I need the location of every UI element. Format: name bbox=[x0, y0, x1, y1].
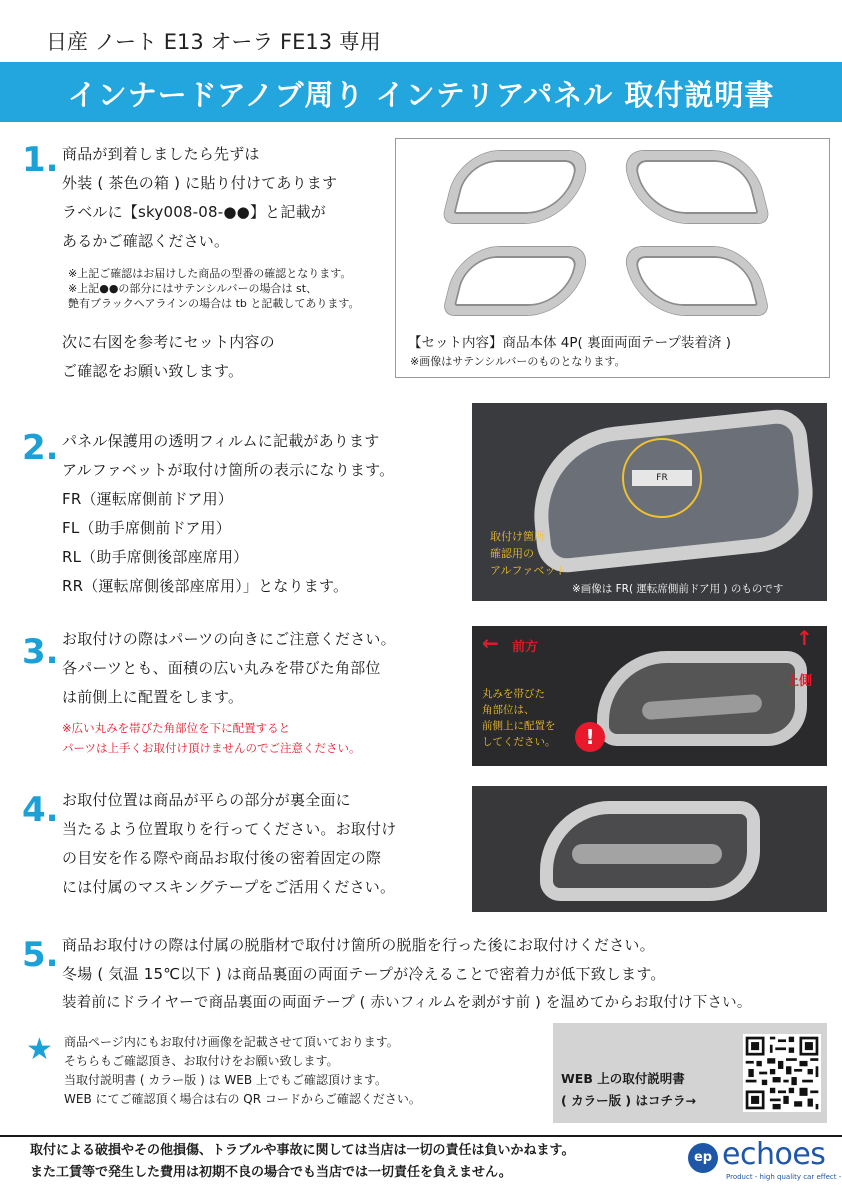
qr-label-line: WEB 上の取付説明書 bbox=[561, 1071, 685, 1086]
step-1-number: 1. bbox=[22, 140, 59, 180]
step-5-text bbox=[62, 931, 752, 1018]
step-2-line: FL（助手席側前ドア用） bbox=[62, 519, 231, 537]
film-label-photo bbox=[472, 403, 827, 601]
film-annotation-line: 取付け箇所 bbox=[490, 530, 545, 543]
orientation-annotation-line: 丸みを帯びた bbox=[482, 688, 545, 700]
qr-section bbox=[553, 1023, 827, 1123]
front-label: 前方 bbox=[512, 640, 539, 655]
step-4-line: お取付位置は商品が平らの部分が裏全面に bbox=[62, 791, 351, 809]
step-1-notes bbox=[68, 266, 360, 311]
step-5-line: 装着前にドライヤーで商品裏面の両面テープ ( 赤いフィルムを剥がす前 ) を温めてからお取付け下さい。 bbox=[62, 995, 752, 1011]
step-3-warnings bbox=[62, 718, 361, 758]
echoes-logo-icon: ep bbox=[688, 1143, 718, 1173]
step-3-warning: パーツは上手くお取付け頂けませんのでご注意ください。 bbox=[62, 741, 361, 755]
step-2-line: RL（助手席側後部座席用） bbox=[62, 548, 249, 566]
arrow-left-icon: ← bbox=[482, 631, 499, 655]
step-4-line: の目安を作る際や商品お取付後の密着固定の際 bbox=[62, 849, 382, 867]
step-1-line: ご確認をお願い致します。 bbox=[62, 362, 244, 380]
orientation-annotation-line: 角部位は、 bbox=[482, 704, 535, 716]
web-notice-line: そちらもご確認頂き、お取付けをお願い致します。 bbox=[64, 1054, 339, 1068]
qr-label bbox=[561, 1068, 696, 1112]
page-title: インナードアノブ周り インテリアパネル 取付説明書 bbox=[67, 78, 775, 112]
step-1-line: あるかご確認ください。 bbox=[62, 232, 230, 250]
arrow-up-icon: ↑ bbox=[796, 626, 813, 650]
step-1-text-2 bbox=[62, 328, 275, 386]
step-1-line: 商品が到着しましたら先ずは bbox=[62, 145, 260, 163]
orientation-photo bbox=[472, 626, 827, 766]
page-subtitle: 日産 ノート E13 オーラ FE13 専用 bbox=[46, 30, 381, 54]
step-4-text bbox=[62, 786, 396, 902]
film-annotation-line: アルファベット bbox=[490, 564, 567, 577]
step-3-line: 各パーツとも、面積の広い丸みを帯びた角部位 bbox=[62, 659, 381, 677]
step-3-line: お取付けの際はパーツの向きにご注意ください。 bbox=[62, 630, 396, 648]
set-contents-note: ※画像はサテンシルバーのものとなります。 bbox=[410, 355, 626, 368]
step-4-line: 当たるよう位置取りを行ってください。お取付け bbox=[62, 820, 397, 838]
step-3-text bbox=[62, 625, 396, 712]
set-contents-panel bbox=[395, 138, 830, 378]
step-1-line: 外装 ( 茶色の箱 ) に貼り付けてあります bbox=[62, 174, 338, 192]
orientation-annotation bbox=[482, 686, 556, 750]
product-image bbox=[631, 151, 761, 231]
step-1-text bbox=[62, 140, 337, 256]
product-image bbox=[451, 151, 581, 231]
qr-code-icon[interactable] bbox=[743, 1030, 821, 1116]
disclaimer bbox=[30, 1140, 574, 1184]
step-2-line: FR（運転席側前ドア用） bbox=[62, 490, 234, 508]
orientation-annotation-line: してください。 bbox=[482, 736, 556, 748]
echoes-logo-text: echoes bbox=[722, 1137, 826, 1172]
step-2-line: パネル保護用の透明フィルムに記載があります bbox=[62, 432, 380, 450]
set-contents-caption: 【セット内容】商品本体 4P( 裏面両面テープ装着済 ) bbox=[408, 335, 731, 351]
up-label: 上側 bbox=[786, 674, 813, 689]
web-notice-line: WEB にてご確認頂く場合は右の QR コードからご確認ください。 bbox=[64, 1092, 421, 1106]
door-handle bbox=[572, 844, 722, 864]
fr-film-label: FR bbox=[632, 470, 692, 486]
disclaimer-line: また工賃等で発生した費用は初期不良の場合でも当店では一切責任を負えません。 bbox=[30, 1165, 512, 1180]
step-4-number: 4. bbox=[22, 790, 59, 830]
step-2-text bbox=[62, 427, 394, 601]
step-4-line: には付属のマスキングテープをご活用ください。 bbox=[62, 878, 396, 896]
step-3-line: は前側上に配置をします。 bbox=[62, 688, 244, 706]
web-notice bbox=[64, 1033, 421, 1109]
film-annotation bbox=[490, 528, 566, 579]
step-5-number: 5. bbox=[22, 935, 59, 975]
film-annotation-line: 確認用の bbox=[490, 547, 534, 560]
product-image bbox=[451, 247, 581, 327]
alert-icon: ! bbox=[575, 722, 605, 752]
web-notice-line: 当取付説明書 ( カラー版 ) は WEB 上でもご確認頂けます。 bbox=[64, 1073, 387, 1087]
step-1-note: 艶有ブラックヘアラインの場合は tb と記載してあります。 bbox=[68, 297, 360, 310]
footer-divider bbox=[0, 1135, 842, 1137]
web-notice-line: 商品ページ内にもお取付け画像を記載させて頂いております。 bbox=[64, 1035, 399, 1049]
step-1-note: ※上記●●の部分にはサテンシルバーの場合は st、 bbox=[68, 282, 318, 295]
product-image bbox=[631, 247, 761, 327]
orientation-annotation-line: 前側上に配置を bbox=[482, 720, 556, 732]
step-5-line: 冬場 ( 気温 15℃以下 ) は商品裏面の両面テープが冷えることで密着力が低下致します。 bbox=[62, 965, 666, 983]
step-1-note: ※上記ご確認はお届けした商品の型番の確認となります。 bbox=[68, 267, 352, 280]
qr-label-line: ( カラー版 ) はコチラ→ bbox=[561, 1093, 696, 1108]
disclaimer-line: 取付による破損やその他損傷、トラブルや事故に関しては当店は一切の責任は負いかねます。 bbox=[30, 1143, 575, 1158]
step-3-number: 3. bbox=[22, 632, 59, 672]
step-2-number: 2. bbox=[22, 428, 59, 468]
step-1-line: 次に右図を参考にセット内容の bbox=[62, 333, 275, 351]
step-2-line: アルファベットが取付け箇所の表示になります。 bbox=[62, 461, 395, 479]
installed-photo bbox=[472, 786, 827, 912]
step-3-warning: ※広い丸みを帯びた角部位を下に配置すると bbox=[62, 721, 291, 735]
star-icon: ★ bbox=[26, 1032, 53, 1067]
echoes-logo-tagline: Product - high quality car effect - bbox=[726, 1173, 842, 1181]
step-1-line: ラベルに【sky008-08-●●】と記載が bbox=[62, 203, 326, 221]
step-5-line: 商品お取付けの際は付属の脱脂材で取付け箇所の脱脂を行った後にお取付けください。 bbox=[62, 936, 655, 954]
step-2-line: RR（運転席側後部座席用）」となります。 bbox=[62, 577, 349, 595]
film-photo-caption: ※画像は FR( 運転席側前ドア用 ) のものです bbox=[572, 583, 784, 595]
